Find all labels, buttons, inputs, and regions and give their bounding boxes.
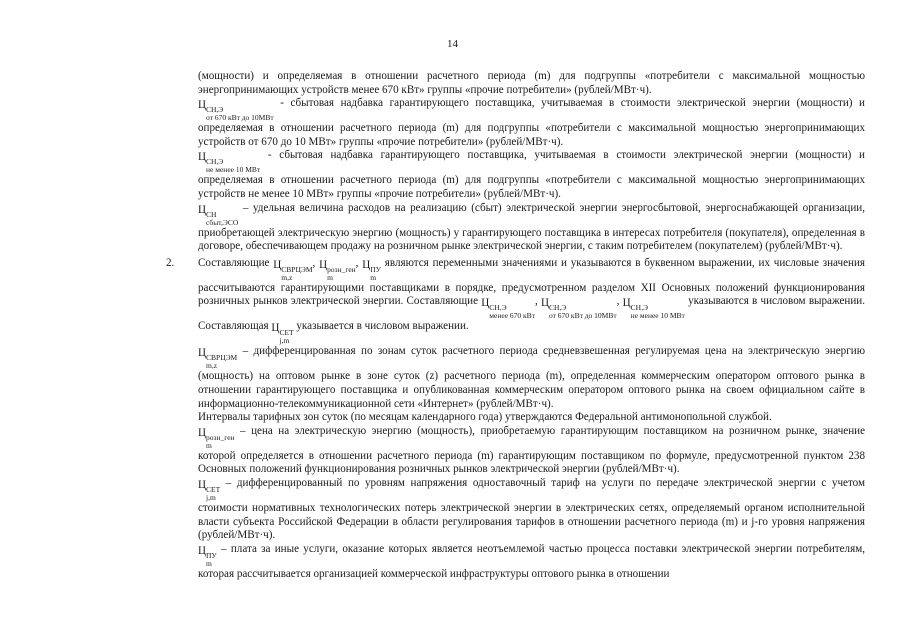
paragraph-definition: Ц СН сбыт,ЭСО – удельная величина расходов на реализацию (сбыт) электрической энергии энергосбытовой, энергоснабжающей организации, приобретающей электрическую энергию (мощность) у гарантирующего поставщика в интересах потребителя (покупателя), определенная в договоре, обеспечивающем продажу на розничном рынке электрической энергии, с таким потребителем (покупателем) (рублей/МВт·ч). (198, 201, 865, 253)
formula-symbol: Ц СВРЦЭМ m,z (198, 347, 238, 371)
paragraph: (мощности) и определяемая в отношении расчетного периода (m) для подгруппы «потребители с максимальной мощностью энергопринимающих устройств менее 670 кВт» группы «прочие потребители» (рублей/МВт·ч). (198, 70, 865, 96)
formula-symbol: Ц СН,Э не менее 10 МВт (622, 297, 685, 321)
formula-symbol: Ц СН,Э от 670 кВт до 10МВт (540, 297, 617, 321)
formula-symbol: Ц СН,Э от 670 кВт до 10МВт (198, 99, 274, 123)
formula-symbol: Ц СН,Э не менее 10 МВт (198, 151, 261, 175)
formula-symbol: Ц ПУ m (362, 258, 381, 282)
list-number: 2. (166, 256, 175, 269)
formula-symbol: Ц СЕТ j,m (198, 478, 221, 502)
formula-symbol: Ц СЕТ j,m (271, 322, 294, 346)
formula-symbol: Ц розн_ген m (198, 426, 235, 450)
formula-symbol: Ц ПУ m (198, 544, 217, 568)
paragraph-definition: Ц СН,Э не менее 10 МВт - сбытовая надбавка гарантирующего поставщика, учитываемая в стоимости электрической энергии (мощности) и определяемая в отношении расчетного периода (m) для подгруппы «потребители с максимальной мощностью энергопринимающих устройств не менее 10 МВт» группы «прочие потребители» (рублей/МВт·ч). (198, 149, 865, 200)
document-body (166, 70, 866, 581)
paragraph-definition: Ц СН,Э от 670 кВт до 10МВт - сбытовая надбавка гарантирующего поставщика, учитываемая в стоимости электрической энергии (мощности) и определяемая в отношении расчетного периода (m) для подгруппы «потребители с максимальной мощностью энергопринимающих устройств от 670 до 10 МВт» группы «прочие потребители» (рублей/МВт·ч). (198, 97, 865, 148)
formula-symbol: Ц СН сбыт,ЭСО (198, 203, 239, 227)
list-item: 2. Составляющие Ц СВРЦЭМ m,z , Ц розн_ген m , Ц ПУ m являются переменными значениями и указываются в буквенном выражении, их числовые значения рассчитываются гарантирующими поставщиками в порядке, предусмотренном разделом XII Основных положений функционирования розничных рынков электрической энергии. Составляющие Ц СН,Э менее 670 кВт , Ц СН,Э от 670 кВт до 10МВт , Ц СН,Э не менее 10 МВт указываются в числовом выражении. Составляющая Ц СЕТ j,m указывается в числовом выражении. (166, 256, 866, 346)
formula-symbol: Ц розн_ген m (319, 258, 356, 282)
paragraph-definition: Ц СВРЦЭМ m,z – дифференцированная по зонам суток расчетного периода средневзвешенная регулируемая цена на электрическую энергию (мощность) на оптовом рынке в зоне суток (z) расчетного периода (m), определенная коммерческим оператором оптового рынка в отношении гарантирующего поставщика и опубликованная коммерческим оператором оптового рынка на своем официальном сайте в информационно-телекоммуникационной сети «Интернет» (рублей/МВт·ч). (198, 345, 865, 410)
paragraph: Интервалы тарифных зон суток (по месяцам календарного года) утверждаются Федеральной антимонопольной службой. (198, 411, 772, 424)
formula-symbol: Ц СВРЦЭМ m,z (273, 258, 313, 282)
paragraph-definition: Ц СЕТ j,m – дифференцированный по уровням напряжения одноставочный тариф на услуги по передаче электрической энергии с учетом стоимости нормативных технологических потерь электрической энергии в электрических сетях, определяемый органом исполнительной власти субъекта Российской Федерации в области регулирования тарифов в отношении расчетного периода (m) и j-го уровня напряжения (рублей/МВт·ч). (198, 476, 865, 542)
page-number: 14 (447, 38, 458, 50)
paragraph-definition: Ц ПУ m – плата за иные услуги, оказание которых является неотъемлемой частью процесса поставки электрической энергии потребителям, которая рассчитывается организацией коммерческой инфраструктуры оптового рынка в отношении (198, 542, 865, 580)
formula-symbol: Ц СН,Э менее 670 кВт (481, 297, 535, 321)
paragraph-definition: Ц розн_ген m – цена на электрическую энергию (мощность), приобретаемую гарантирующим поставщиком на розничном рынке, значение которой определяется в отношении расчетного периода (m) гарантирующим поставщиком по формуле, предусмотренной пунктом 238 Основных положений функционирования розничных рынков электрической энергии (рублей/МВт·ч). (198, 424, 865, 476)
